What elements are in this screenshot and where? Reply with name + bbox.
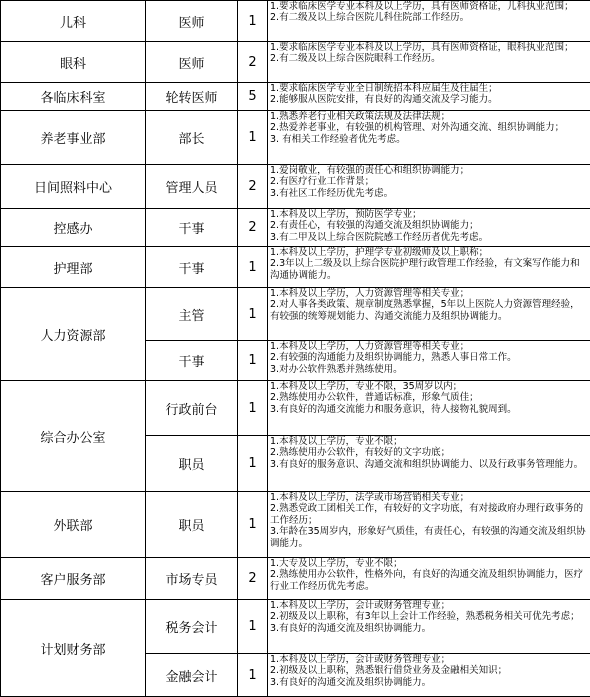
requirement-line: 2.有二级及以上综合医院眼科工作经历。 xyxy=(270,53,588,64)
dept-cell: 控感办 xyxy=(1,209,146,247)
count-cell: 5 xyxy=(238,83,268,111)
requirements-cell xyxy=(268,83,590,111)
requirement-line: 1.大专及以上学历，专业不限； xyxy=(270,558,588,569)
position-cell: 医师 xyxy=(146,1,238,42)
position-cell: 管理人员 xyxy=(146,165,238,209)
count-cell: 2 xyxy=(238,558,268,600)
requirement-line: 1.爱岗敬业，有较强的责任心和组织协调能力； xyxy=(270,165,588,176)
count-cell: 1 xyxy=(238,654,268,697)
position-cell: 职员 xyxy=(146,436,238,492)
table-row xyxy=(1,288,590,341)
dept-cell: 人力资源部 xyxy=(1,288,146,381)
count-cell: 1 xyxy=(238,341,268,381)
requirement-line: 2.有医疗行业工作背景； xyxy=(270,176,588,187)
requirement-line: 2.有二级及以上综合医院儿科住院部工作经历。 xyxy=(270,12,588,23)
requirement-line: 3.有良好的服务意识、沟通交流和组织协调能力、以及行政事务管理能力。 xyxy=(270,459,588,470)
dept-cell: 外联部 xyxy=(1,492,146,558)
requirement-line: 1.本科及以上学历，预防医学专业； xyxy=(270,209,588,220)
requirement-line: 1.本科及以上学历，护理学专业初级师及以上职称； xyxy=(270,247,588,258)
count-cell: 1 xyxy=(238,1,268,42)
dept-cell: 养老事业部 xyxy=(1,111,146,165)
requirement-line: 1.本科及以上学历，专业不限； xyxy=(270,436,588,447)
requirements-cell xyxy=(268,600,590,654)
requirements-cell xyxy=(268,111,590,165)
requirement-line: 3.对办公软件熟悉并熟练使用。 xyxy=(270,364,588,375)
position-cell: 干事 xyxy=(146,341,238,381)
position-cell: 轮转医师 xyxy=(146,83,238,111)
requirement-line: 2.初级及以上职称，有3年以上会计工作经验，熟悉税务相关可优先考虑； xyxy=(270,611,588,622)
dept-cell: 儿科 xyxy=(1,1,146,42)
table-row xyxy=(1,42,590,83)
requirement-line: 1.要求临床医学专业本科及以上学历，具有医师资格证，儿科执业范围； xyxy=(270,1,588,12)
requirements-cell xyxy=(268,288,590,341)
dept-cell: 计划财务部 xyxy=(1,600,146,697)
requirements-cell xyxy=(268,492,590,558)
position-cell: 税务会计 xyxy=(146,600,238,654)
dept-cell: 客户服务部 xyxy=(1,558,146,600)
requirement-line: 1.本科及以上学历，人力资源管理等相关专业； xyxy=(270,341,588,352)
count-cell: 2 xyxy=(238,209,268,247)
requirements-cell xyxy=(268,436,590,492)
requirement-line: 1.本科及以上学历，会计或财务管理专业； xyxy=(270,654,588,665)
requirements-cell xyxy=(268,165,590,209)
table-row xyxy=(1,600,590,654)
requirements-cell xyxy=(268,558,590,600)
position-cell: 部长 xyxy=(146,111,238,165)
requirements-cell xyxy=(268,42,590,83)
table-row xyxy=(1,1,590,42)
count-cell: 1 xyxy=(238,381,268,436)
requirement-line: 3.有社区工作经历优先考虑。 xyxy=(270,188,588,199)
requirements-cell xyxy=(268,381,590,436)
requirement-line: 2.熟练使用办公软件，有较好的文字功底； xyxy=(270,447,588,458)
table-row xyxy=(1,111,590,165)
count-cell: 1 xyxy=(238,111,268,165)
requirement-line: 2.对人事各类政策、规章制度熟悉掌握，5年以上医院人力资源管理经验，有较强的统筹规划能力、沟通交流能力及组织协调能力。 xyxy=(270,299,588,322)
requirement-line: 2.有责任心，有较强的沟通交流及组织协调能力； xyxy=(270,220,588,231)
requirement-line: 3.有良好的沟通交流及组织协调能力。 xyxy=(270,623,588,634)
position-cell: 主管 xyxy=(146,288,238,341)
count-cell: 1 xyxy=(238,436,268,492)
count-cell: 1 xyxy=(238,288,268,341)
count-cell: 1 xyxy=(238,492,268,558)
requirement-line: 2.熟练使用办公软件，普通话标准，形象气质佳； xyxy=(270,392,588,403)
table-row xyxy=(1,381,590,436)
requirement-line: 2.初级及以上职称，熟悉银行借贷业务及金融相关知识； xyxy=(270,665,588,676)
position-cell: 医师 xyxy=(146,42,238,83)
requirement-line: 3.有良好的沟通交流能力和服务意识，待人接物礼貌周到。 xyxy=(270,404,588,415)
requirements-cell xyxy=(268,341,590,381)
count-cell: 1 xyxy=(238,600,268,654)
dept-cell: 护理部 xyxy=(1,247,146,288)
requirement-line: 1.本科及以上学历，法学或市场营销相关专业； xyxy=(270,492,588,503)
table-row xyxy=(1,83,590,111)
position-cell: 职员 xyxy=(146,492,238,558)
requirement-line: 1.要求临床医学专业全日制统招本科应届生及往届生； xyxy=(270,83,588,94)
requirement-line: 2.能够服从医院安排，有良好的沟通交流及学习能力。 xyxy=(270,94,588,105)
requirement-line: 3. 有相关工作经验者优先考虑。 xyxy=(270,134,588,145)
job-table-body xyxy=(1,1,590,697)
dept-cell: 各临床科室 xyxy=(1,83,146,111)
requirements-cell xyxy=(268,1,590,42)
position-cell: 市场专员 xyxy=(146,558,238,600)
requirement-line: 1.本科及以上学历，专业不限，35周岁以内； xyxy=(270,381,588,392)
requirements-cell xyxy=(268,247,590,288)
requirement-line: 3.有二甲及以上综合医院院感工作经历者优先考虑。 xyxy=(270,232,588,243)
requirement-line: 2.熟练使用办公软件，性格外向，有良好的沟通交流及组织协调能力，医疗行业工作经历优先考虑。 xyxy=(270,569,588,592)
requirement-line: 2.熟悉党政工团相关工作，有较好的文字功底，有对接政府办理行政事务的工作经历； xyxy=(270,503,588,526)
requirement-line: 2.有较强的沟通能力及组织协调能力，熟悉人事日常工作。 xyxy=(270,352,588,363)
table-row xyxy=(1,165,590,209)
count-cell: 1 xyxy=(238,247,268,288)
requirement-line: 3.年龄在35周岁内，形象好气质佳，有责任心，有较强的沟通交流及组织协调能力。 xyxy=(270,526,588,549)
dept-cell: 眼科 xyxy=(1,42,146,83)
requirement-line: 3.有良好的沟通交流及组织协调能力。 xyxy=(270,677,588,688)
position-cell: 干事 xyxy=(146,209,238,247)
requirement-line: 1.要求临床医学专业本科及以上学历，具有医师资格证，眼科执业范围； xyxy=(270,42,588,53)
position-cell: 金融会计 xyxy=(146,654,238,697)
table-row xyxy=(1,247,590,288)
requirement-line: 2.热爱养老事业，有较强的机构管理、对外沟通交流、组织协调能力； xyxy=(270,122,588,133)
requirements-cell xyxy=(268,209,590,247)
dept-cell: 综合办公室 xyxy=(1,381,146,492)
dept-cell: 日间照料中心 xyxy=(1,165,146,209)
requirement-line: 1.本科及以上学历，会计或财务管理专业； xyxy=(270,600,588,611)
table-row xyxy=(1,558,590,600)
requirements-cell xyxy=(268,654,590,697)
position-cell: 行政前台 xyxy=(146,381,238,436)
count-cell: 2 xyxy=(238,165,268,209)
requirement-line: 1.熟悉养老行业相关政策法规及法律法规； xyxy=(270,111,588,122)
count-cell: 2 xyxy=(238,42,268,83)
position-cell: 干事 xyxy=(146,247,238,288)
table-row xyxy=(1,209,590,247)
table-row xyxy=(1,492,590,558)
requirement-line: 2.3年以上二级及以上综合医院护理行政管理工作经验，有文案写作能力和沟通协调能力。 xyxy=(270,258,588,281)
requirement-line: 1.本科及以上学历，人力资源管理等相关专业； xyxy=(270,288,588,299)
